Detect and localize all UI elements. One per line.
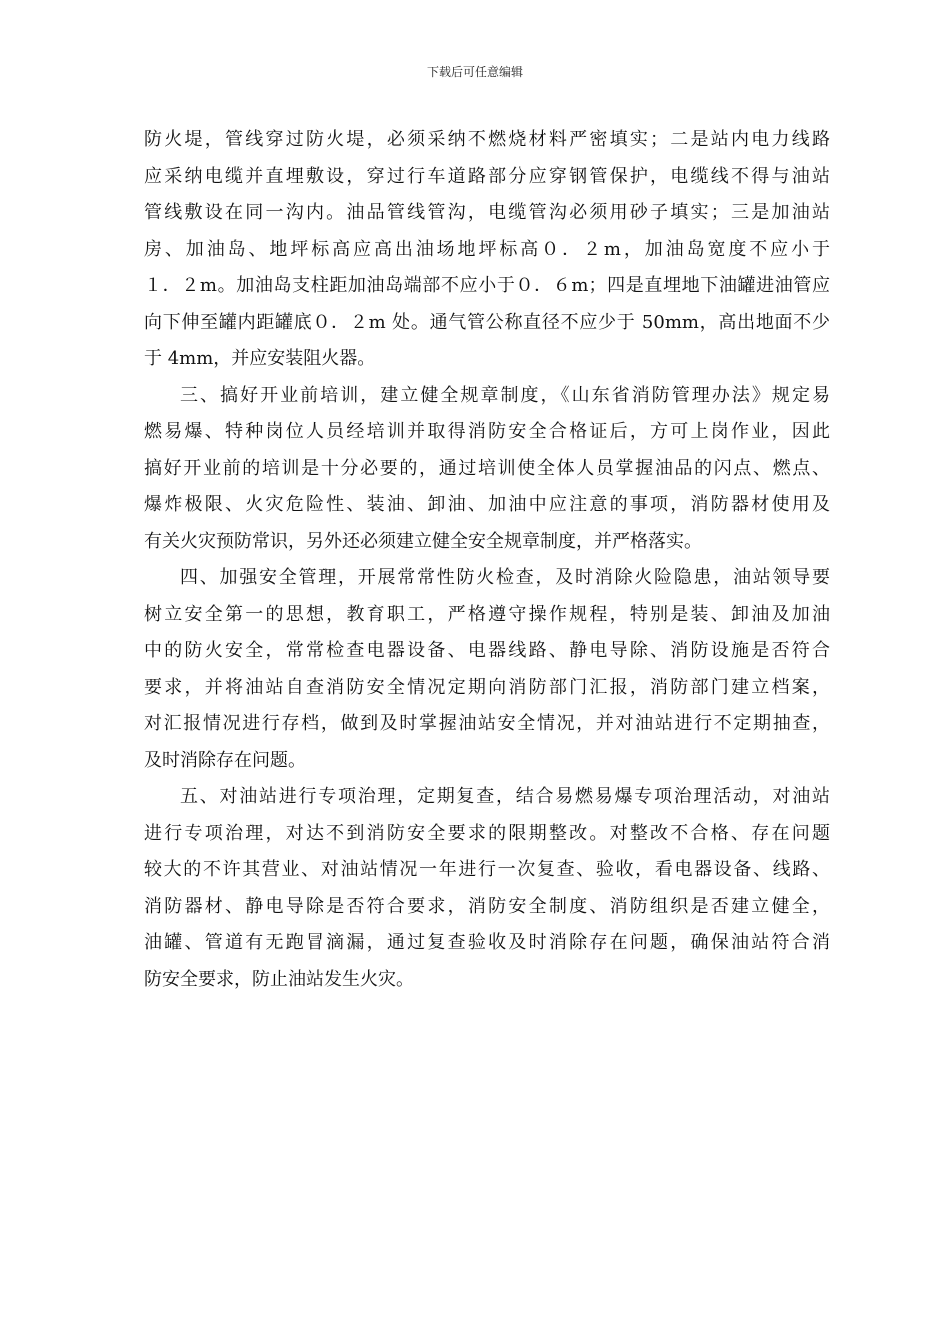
header-note: 下载后可任意编辑: [426, 65, 523, 79]
paragraph-section-five: [144, 779, 830, 998]
text-line: 要求，并将油站自查消防安全情况定期向消防部门汇报，消防部门建立档案，: [144, 676, 830, 698]
text-line: 应采纳电缆并直埋敷设，穿过行车道路部分应穿钢管保护，电缆线不得与油站: [144, 165, 830, 187]
text-line: 向下伸至罐内距罐底０．２m 处。通气管公称直径不应少于 50mm，高出地面不少: [144, 311, 830, 333]
text-line: 有关火灾预防常识，另外还必须建立健全安全规章制度，并严格落实。: [144, 530, 702, 552]
text-line: 五、对油站进行专项治理，定期复查，结合易燃易爆专项治理活动，对油站: [180, 786, 830, 807]
text-line: 于 4mm，并应安装阻火器。: [144, 348, 376, 369]
text-line: 较大的不许其营业、对油站情况一年进行一次复查、验收，看电器设备、线路、: [144, 859, 830, 880]
text-line: 房、加油岛、地坪标高应高出油场地坪标高０．２m，加油岛宽度不应小于: [144, 238, 830, 260]
text-line: 搞好开业前的培训是十分必要的，通过培训使全体人员掌握油品的闪点、燃点、: [144, 457, 830, 479]
text-line: 树立安全第一的思想，教育职工，严格遵守操作规程，特别是装、卸油及加油: [144, 603, 830, 625]
text-line: 防安全要求，防止油站发生火灾。: [144, 968, 414, 990]
document-body: [144, 122, 830, 998]
paragraph-fire-dike-continued: [144, 122, 830, 378]
text-line: 中的防火安全，常常检查电器设备、电器线路、静电导除、消防设施是否符合: [144, 640, 830, 661]
text-line: 防火堤，管线穿过防火堤，必须采纳不燃烧材料严密填实；二是站内电力线路: [144, 129, 830, 150]
paragraph-section-three: [144, 378, 830, 561]
paragraph-section-four: [144, 560, 830, 779]
text-line: 对汇报情况进行存档，做到及时掌握油站安全情况，并对油站进行不定期抽查，: [144, 713, 830, 734]
text-line: 管线敷设在同一沟内。油品管线管沟，电缆管沟必须用砂子填实；三是加油站: [144, 202, 830, 223]
text-line: １．２m。加油岛支柱距加油岛端部不应小于０．６m；四是直埋地下油罐进油管应: [144, 275, 830, 296]
text-line: 三、搞好开业前培训，建立健全规章制度，《山东省消防管理办法》规定易: [180, 384, 830, 406]
text-line: 及时消除存在问题。: [144, 749, 306, 771]
text-line: 油罐、管道有无跑冒滴漏，通过复查验收及时消除存在问题，确保油站符合消: [144, 932, 830, 953]
text-line: 四、加强安全管理，开展常常性防火检查，及时消除火险隐患，油站领导要: [180, 567, 830, 588]
text-line: 消防器材、静电导除是否符合要求，消防安全制度、消防组织是否建立健全，: [144, 895, 830, 917]
text-line: 燃易爆、特种岗位人员经培训并取得消防安全合格证后，方可上岗作业，因此: [144, 421, 830, 442]
text-line: 进行专项治理，对达不到消防安全要求的限期整改。对整改不合格、存在问题: [144, 822, 830, 844]
text-line: 爆炸极限、火灾危险性、装油、卸油、加油中应注意的事项，消防器材使用及: [144, 494, 830, 515]
